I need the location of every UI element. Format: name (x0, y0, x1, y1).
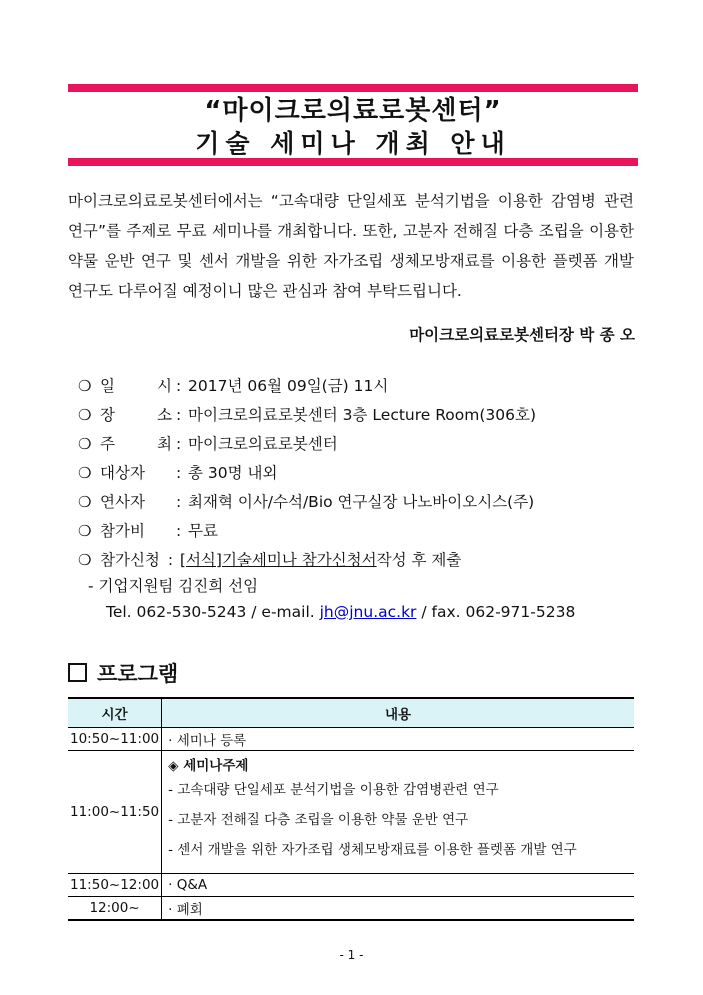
contact-fax: / fax. 062-971-5238 (421, 603, 576, 621)
contact-email-link[interactable]: jh@jnu.ac.kr (319, 603, 417, 621)
info-apply-label: 참가신청 (100, 551, 160, 569)
contact-line (106, 600, 575, 624)
application-form-link[interactable]: [서식]기술세미나 참가신청서 (179, 551, 377, 569)
info-place-value: 마이크로의료로봇센터 3층 Lecture Room(306호) (188, 406, 537, 424)
info-fee-label: 참가비 (100, 522, 145, 540)
signature: 마이크로의료로봇센터장 박 종 오 (409, 326, 635, 344)
intro-paragraph: 마이크로의료로봇센터에서는 “고속대량 단일세포 분석기법을 이용한 감염병 관련 연구”를 주제로 무료 세미나를 개최합니다. 또한, 고분자 전해질 다층 조립을 이용한 약물 운반 연구 및 센서 개발을 위한 자가조립 생체모방재료를 이용한 플렛폼 개발 연구도 다루어질 예정이니 많은 관심과 참여 부탁드립니다. (68, 192, 634, 300)
info-host-value: 마이크로의료로봇센터 (188, 435, 338, 453)
checkbox-square-icon (68, 663, 87, 682)
info-date-label: 일 시 (100, 377, 172, 395)
contact-person: - 기업지원팀 김진희 선임 (88, 577, 259, 595)
info-target-value: 총 30명 내외 (188, 464, 278, 482)
time-cell: 12:00~ (68, 897, 162, 921)
time-cell: 11:00~11:50 (68, 751, 162, 874)
program-heading-text: 프로그램 (97, 662, 179, 686)
topic-item: - 센서 개발을 위한 자가조립 생체모방재료를 이용한 플렛폼 개발 연구 (168, 842, 577, 858)
bullet-icon: ❍ (78, 522, 92, 540)
table-header-row (68, 698, 634, 728)
info-speaker: ❍ 연사자 : 최재혁 이사/수석/Bio 연구실장 나노바이오시스(주) (78, 488, 638, 517)
title-line-1: “마이크로의료로봇센터” (204, 96, 502, 126)
info-target: ❍ 대상자 : 총 30명 내외 (78, 459, 638, 488)
seminar-topic-heading: ◈ 세미나주제 (168, 758, 249, 774)
program-table (68, 697, 634, 921)
bullet-icon: ❍ (78, 493, 92, 511)
bullet-icon: ❍ (78, 464, 92, 482)
bullet-icon: ❍ (78, 435, 92, 453)
info-fee-value: 무료 (188, 522, 218, 540)
title-bottom-bar (68, 158, 638, 166)
info-fee: ❍ 참가비 : 무료 (78, 517, 638, 546)
info-host: ❍ 주 최 : 마이크로의료로봇센터 (78, 430, 638, 459)
time-cell: 11:50~12:00 (68, 874, 162, 897)
bullet-icon: ❍ (78, 551, 92, 569)
title-line-2: 기술 세미나 개최 안내 (195, 129, 511, 158)
content-cell: · 세미나 등록 (162, 728, 634, 751)
info-target-label: 대상자 (100, 464, 145, 482)
page-number: - 1 - (339, 948, 364, 962)
info-apply: ❍ 참가신청 : [서식]기술세미나 참가신청서 작성 후 제출 (78, 546, 638, 575)
content-cell: · Q&A (162, 874, 634, 897)
info-speaker-label: 연사자 (100, 493, 145, 511)
contact-tel: Tel. 062-530-5243 / e-mail. (106, 603, 315, 621)
info-date: ❍ 일 시 : 2017년 06월 09일(금) 11시 (78, 372, 638, 401)
program-heading (68, 658, 178, 688)
table-row (68, 728, 634, 751)
table-row (68, 874, 634, 897)
table-row (68, 751, 634, 874)
bullet-icon: ❍ (78, 406, 92, 424)
info-place: ❍ 장 소 : 마이크로의료로봇센터 3층 Lecture Room(306호) (78, 401, 638, 430)
event-info-list (78, 372, 638, 575)
table-row (68, 897, 634, 921)
content-cell: · 폐회 (162, 897, 634, 921)
info-speaker-value: 최재혁 이사/수석/Bio 연구실장 나노바이오시스(주) (188, 493, 535, 511)
info-date-value: 2017년 06월 09일(금) 11시 (188, 377, 389, 395)
topic-item: - 고속대량 단일세포 분석기법을 이용한 감염병관련 연구 (168, 782, 499, 798)
info-host-label: 주 최 (100, 435, 172, 453)
info-apply-suffix: 작성 후 제출 (376, 551, 462, 569)
col-header-content: 내용 (162, 698, 634, 728)
info-place-label: 장 소 (100, 406, 172, 424)
col-header-time: 시간 (68, 698, 162, 728)
content-cell (162, 751, 634, 874)
topic-item: - 고분자 전해질 다층 조립을 이용한 약물 운반 연구 (168, 812, 469, 828)
bullet-icon: ❍ (78, 377, 92, 395)
time-cell: 10:50~11:00 (68, 728, 162, 751)
